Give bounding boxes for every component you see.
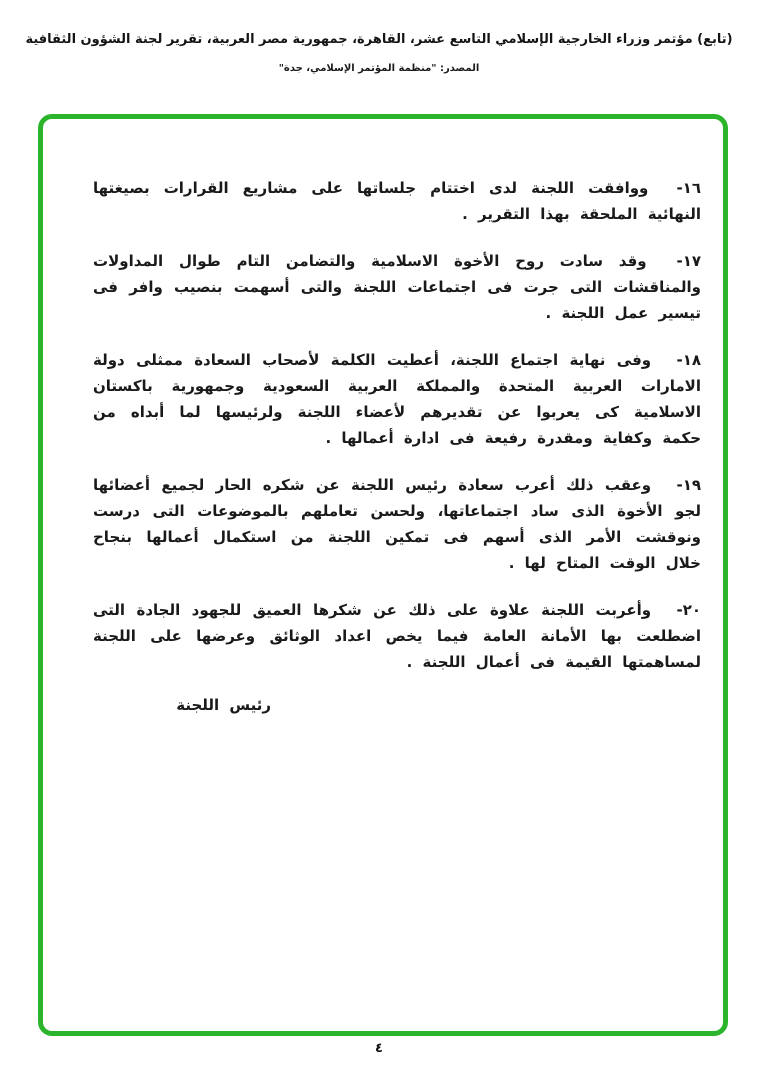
paragraph-text: وأعربت اللجنة علاوة على ذلك عن شكرها العميق للجهود الجادة التى اضطلعت بها الأمانة العامة فيما يخص اعداد الوثائق وعرضها على اللجنة لمساهمتها القيمة فى أعمال اللجنة . — [93, 601, 701, 671]
paragraph-number: ٢٠- — [676, 601, 701, 619]
document-frame — [38, 114, 728, 1036]
paragraph-text: وقد سادت روح الأخوة الاسلامية والتضامن التام طوال المداولات والمناقشات التى جرت فى اجتماعات اللجنة والتى أسهمت بنصيب وافر فى تيسير عمل اللجنة . — [93, 252, 701, 322]
paragraph-number: ١٩- — [676, 476, 701, 494]
paragraph-number: ١٧- — [676, 252, 701, 270]
paragraph-text: وفى نهاية اجتماع اللجنة، أعطيت الكلمة لأصحاب السعادة ممثلى دولة الامارات العربية المتحدة والمملكة العربية السعودية وجمهورية باكستان الاسلامية كى يعربوا عن تقديرهم لأعضاء اللجنة ولرئيسها لما أبداه من حكمة وكفاية ومقدرة رفيعة فى ادارة أعمالها . — [93, 351, 701, 447]
paragraph-text: وعقب ذلك أعرب سعادة رئيس اللجنة عن شكره الحار لجميع أعضائها لجو الأخوة الذى ساد اجتماعاتها، ولحسن تعاملهم بالموضوعات التى درست ونوقشت الأمر الذى أسهم فى تمكين اللجنة من استكمال أعمالها بنجاح خلال الوقت المتاح لها . — [93, 476, 701, 572]
header-title: (تابع) مؤتمر وزراء الخارجية الإسلامي التاسع عشر، القاهرة، جمهورية مصر العربية، تقرير لجنة الشؤون الثقافية — [25, 32, 733, 47]
paragraph — [93, 597, 701, 675]
paragraph — [93, 472, 701, 576]
document-header — [0, 32, 758, 74]
page-number: ٤ — [375, 1041, 383, 1056]
signature: رئيس اللجنة — [176, 696, 271, 714]
header-source-line: المصدر: "منظمة المؤتمر الإسلامي، جدة" — [278, 63, 480, 74]
paragraph-text: ووافقت اللجنة لدى اختتام جلساتها على مشاريع القرارات بصيغتها النهائية الملحقة بهذا التقرير . — [93, 179, 701, 223]
paragraph-number: ١٦- — [676, 179, 701, 197]
paragraph — [93, 175, 701, 227]
paragraph — [93, 248, 701, 326]
paragraph-number: ١٨- — [676, 351, 701, 369]
paragraph — [93, 347, 701, 451]
